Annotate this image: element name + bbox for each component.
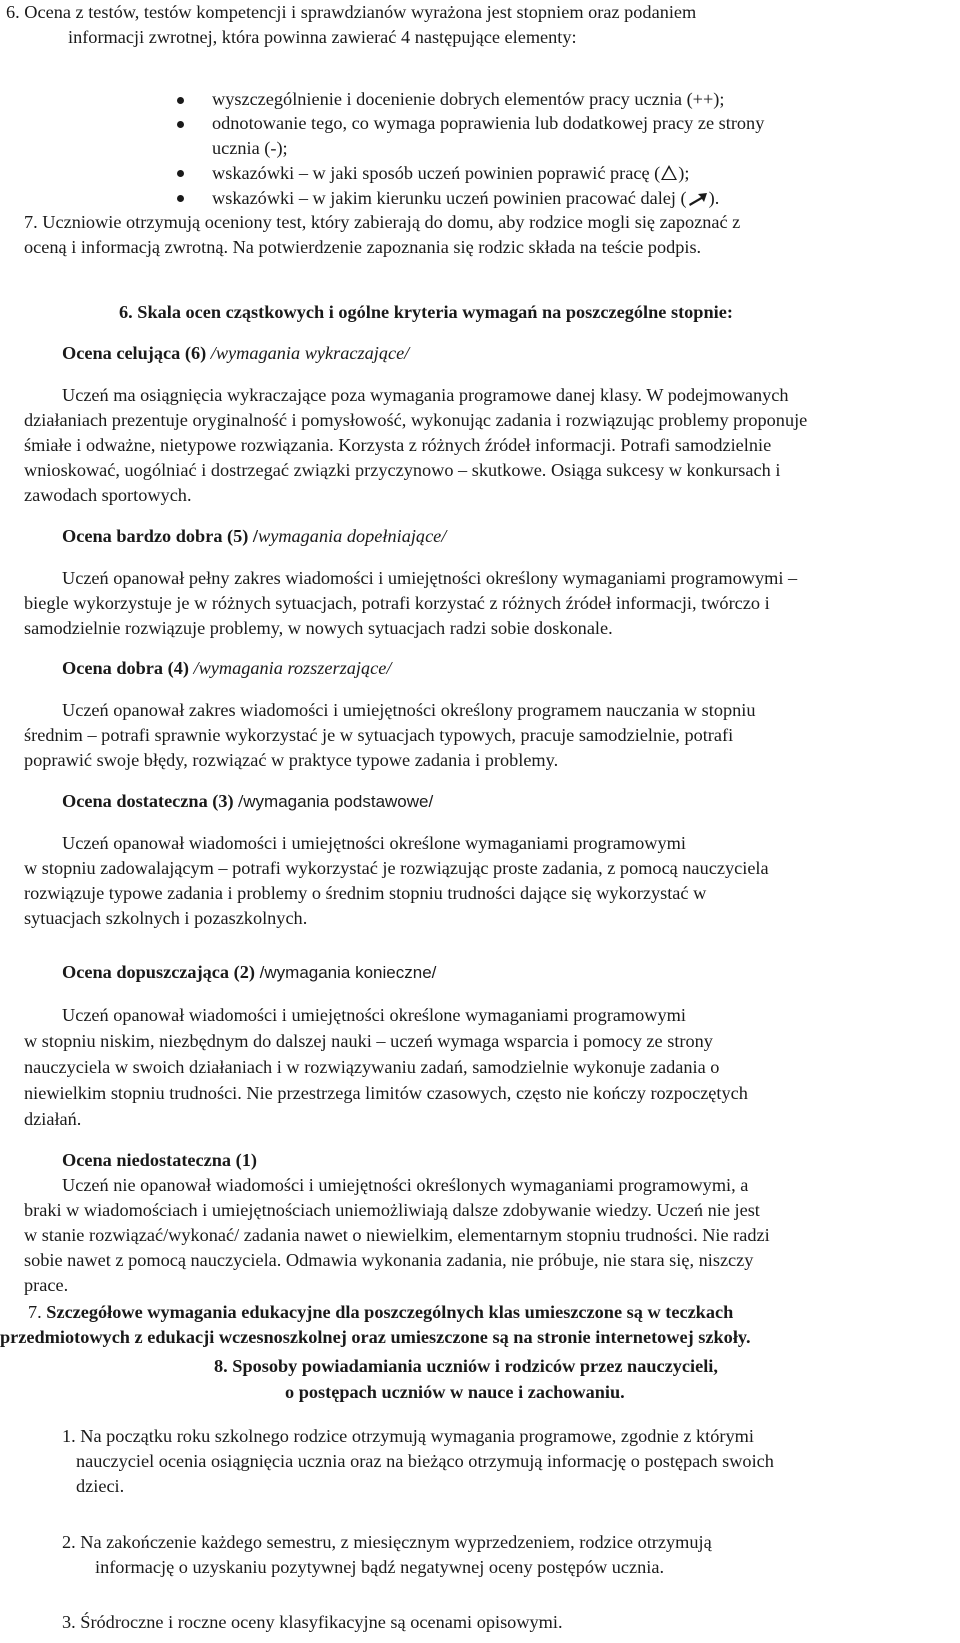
sec8-item-1a: 1. Na początku roku szkolnego rodzice otrzymują wymagania programowe, zgodnie z którymi <box>62 1426 754 1446</box>
grade-5-heading <box>62 524 446 549</box>
sec6-line-1: 6. Ocena z testów, testów kompetencji i sprawdzianów wyrażona jest stopniem oraz podaniem <box>6 2 697 22</box>
grade-6-line-2: działaniach prezentuje oryginalność i pomysłowość, wykonując zadania i rozwiązując problemy proponuje <box>24 410 808 430</box>
grade-6-title: Ocena celująca (6) <box>62 343 207 363</box>
sec8-item-1c: dzieci. <box>76 1476 125 1496</box>
grade-1-line-5: prace. <box>24 1275 69 1295</box>
sec6-line-2: informacji zwrotnej, która powinna zawierać 4 następujące elementy: <box>68 27 577 47</box>
grade-5-line-2: biegle wykorzystuje je w różnych sytuacjach, potrafi korzystać z różnych źródeł informacji, twórczo i <box>24 593 770 613</box>
grade-1-title: Ocena niedostateczna (1) <box>62 1150 257 1170</box>
grade-3-line-4: sytuacjach szkolnych i pozaszkolnych. <box>24 908 308 928</box>
sec8-item-2b: informację o uzyskaniu pozytywnej bądź negatywnej oceny postępów ucznia. <box>95 1557 665 1577</box>
grade-5-title: Ocena bardzo dobra (5) / <box>62 526 259 546</box>
bullet-3-end: ); <box>678 163 690 183</box>
bullet-4-end: ). <box>708 188 720 208</box>
grade-2-line-3: nauczyciela w swoich działaniach i w rozwiązywaniu zadań, samodzielnie wykonuje zadania o <box>24 1057 720 1077</box>
sec7-line-2: oceną i informacją zwrotną. Na potwierdzenie zapoznania się rodzic składa na teście podpis. <box>24 237 702 257</box>
sec7b-line-2: przedmiotowych z edukacji wczesnoszkolnej oraz umieszczone są na stronie internetowej szkoły. <box>0 1327 751 1347</box>
grade-3-heading <box>62 789 433 814</box>
sec8-item-2a: 2. Na zakończenie każdego semestru, z miesięcznym wyprzedzeniem, rodzice otrzymują <box>62 1532 712 1552</box>
sec7b-text: Szczegółowe wymagania edukacyjne dla poszczególnych klas umieszczone są w teczkach <box>46 1302 734 1322</box>
arrow-icon <box>687 191 709 207</box>
triangle-icon <box>661 165 677 180</box>
grade-5-line-1: Uczeń opanował pełny zakres wiadomości i umiejętności określony wymaganiami programowymi – <box>62 568 798 588</box>
grade-6-heading <box>62 341 409 366</box>
sec8-heading-2: o postępach uczniów w nauce i zachowaniu. <box>285 1382 625 1402</box>
bullet-2a: odnotowanie tego, co wymaga poprawienia lub dodatkowej pracy ze strony <box>212 113 765 133</box>
grade-3-line-3: rozwiązuje typowe zadania i problemy o średnim stopniu trudności dające się wykorzystać w <box>24 883 707 903</box>
grade-2-req: /wymagania konieczne/ <box>254 963 437 982</box>
grade-2-line-5: działań. <box>24 1109 82 1129</box>
sec8-heading-1: 8. Sposoby powiadamiania uczniów i rodziców przez nauczycieli, <box>214 1356 718 1376</box>
sec8-item-1b: nauczyciel ocenia osiągnięcia ucznia oraz na bieżąco otrzymują informację o postępach swoich <box>76 1451 774 1471</box>
bullet-icon <box>177 97 184 104</box>
grade-1-line-2: braki w wiadomościach i umiejętnościach uniemożliwiają dalsze zdobywanie wiedzy. Uczeń nie jest <box>24 1200 760 1220</box>
grade-2-title: Ocena dopuszczająca (2) <box>62 962 255 982</box>
sec7-line-1: 7. Uczniowie otrzymują oceniony test, który zabierają do domu, aby rodzice mogli się zapoznać z <box>24 212 741 232</box>
grade-3-line-2: w stopniu zadowalającym – potrafi wykorzystać je rozwiązując proste zadania, z pomocą nauczyciela <box>24 858 769 878</box>
grade-2-line-2: w stopniu niskim, niezbędnym do dalszej nauki – uczeń wymaga wsparcia i pomocy ze strony <box>24 1031 713 1051</box>
grade-6-req: /wymagania wykraczające/ <box>210 343 410 363</box>
bullet-3-text: wskazówki – w jaki sposób uczeń powinien poprawić pracę ( <box>212 163 661 183</box>
grade-2-line-4: niewielkim stopniu trudności. Nie przestrzega limitów czasowych, często nie kończy rozpoczętych <box>24 1083 748 1103</box>
grade-4-heading <box>62 656 391 681</box>
grade-2-line-1: Uczeń opanował wiadomości i umiejętności określone wymaganiami programowymi <box>62 1005 686 1025</box>
bullet-icon <box>177 170 184 177</box>
grade-6-line-5: zawodach sportowych. <box>24 485 192 505</box>
grade-4-title: Ocena dobra (4) <box>62 658 189 678</box>
bullet-2b: ucznia (-); <box>212 138 288 158</box>
bullet-4 <box>212 186 719 211</box>
sec7b-line-1 <box>28 1300 733 1325</box>
grade-4-req: /wymagania rozszerzające/ <box>188 658 392 678</box>
bullet-icon <box>177 195 184 202</box>
grade-3-line-1: Uczeń opanował wiadomości i umiejętności określone wymaganiami programowymi <box>62 833 686 853</box>
grade-6-line-1: Uczeń ma osiągnięcia wykraczające poza wymagania programowe danej klasy. W podejmowanych <box>62 385 789 405</box>
bullet-3 <box>212 161 689 186</box>
scale-heading: 6. Skala ocen cząstkowych i ogólne kryteria wymagań na poszczególne stopnie: <box>119 302 733 322</box>
grade-4-line-2: średnim – potrafi sprawnie wykorzystać je w sytuacjach typowych, pracuje samodzielnie, potrafi <box>24 725 734 745</box>
grade-3-req: wymagania podstawowe/ <box>243 792 434 811</box>
grade-1-line-3: w stanie rozwiązać/wykonać/ zadania nawet o niewielkim, elementarnym stopniu trudności. Nie radzi <box>24 1225 770 1245</box>
grade-1-line-4: sobie nawet z pomocą nauczyciela. Odmawia wykonania zadania, nie próbuje, nie stara się, niszczy <box>24 1250 754 1270</box>
grade-2-heading <box>62 960 436 985</box>
grade-6-line-4: wnioskować, uogólniać i dostrzegać związki przyczynowo – skutkowe. Osiąga sukcesy w konkursach i <box>24 460 781 480</box>
grade-5-line-3: samodzielnie rozwiązuje problemy, w nowych sytuacjach radzi sobie doskonale. <box>24 618 613 638</box>
grade-3-title: Ocena dostateczna (3) / <box>62 791 244 811</box>
grade-4-line-1: Uczeń opanował zakres wiadomości i umiejętności określony programem nauczania w stopniu <box>62 700 756 720</box>
grade-5-req: wymagania dopełniające/ <box>258 526 447 546</box>
bullet-4-text: wskazówki – w jakim kierunku uczeń powinien pracować dalej ( <box>212 188 687 208</box>
grade-6-line-3: śmiałe i odważne, nietypowe rozwiązania. Korzysta z różnych źródeł informacji. Potrafi samodzielnie <box>24 435 772 455</box>
sec7b-number: 7. <box>28 1302 47 1322</box>
sec8-item-3: 3. Śródroczne i roczne oceny klasyfikacyjne są ocenami opisowymi. <box>62 1612 563 1632</box>
grade-4-line-3: poprawić swoje błędy, rozwiązać w praktyce typowe zadania i problemy. <box>24 750 559 770</box>
grade-1-line-1: Uczeń nie opanował wiadomości i umiejętności określonych wymaganiami programowymi, a <box>62 1175 749 1195</box>
bullet-icon <box>177 121 184 128</box>
bullet-1: wyszczególnienie i docenienie dobrych elementów pracy ucznia (++); <box>212 89 725 109</box>
